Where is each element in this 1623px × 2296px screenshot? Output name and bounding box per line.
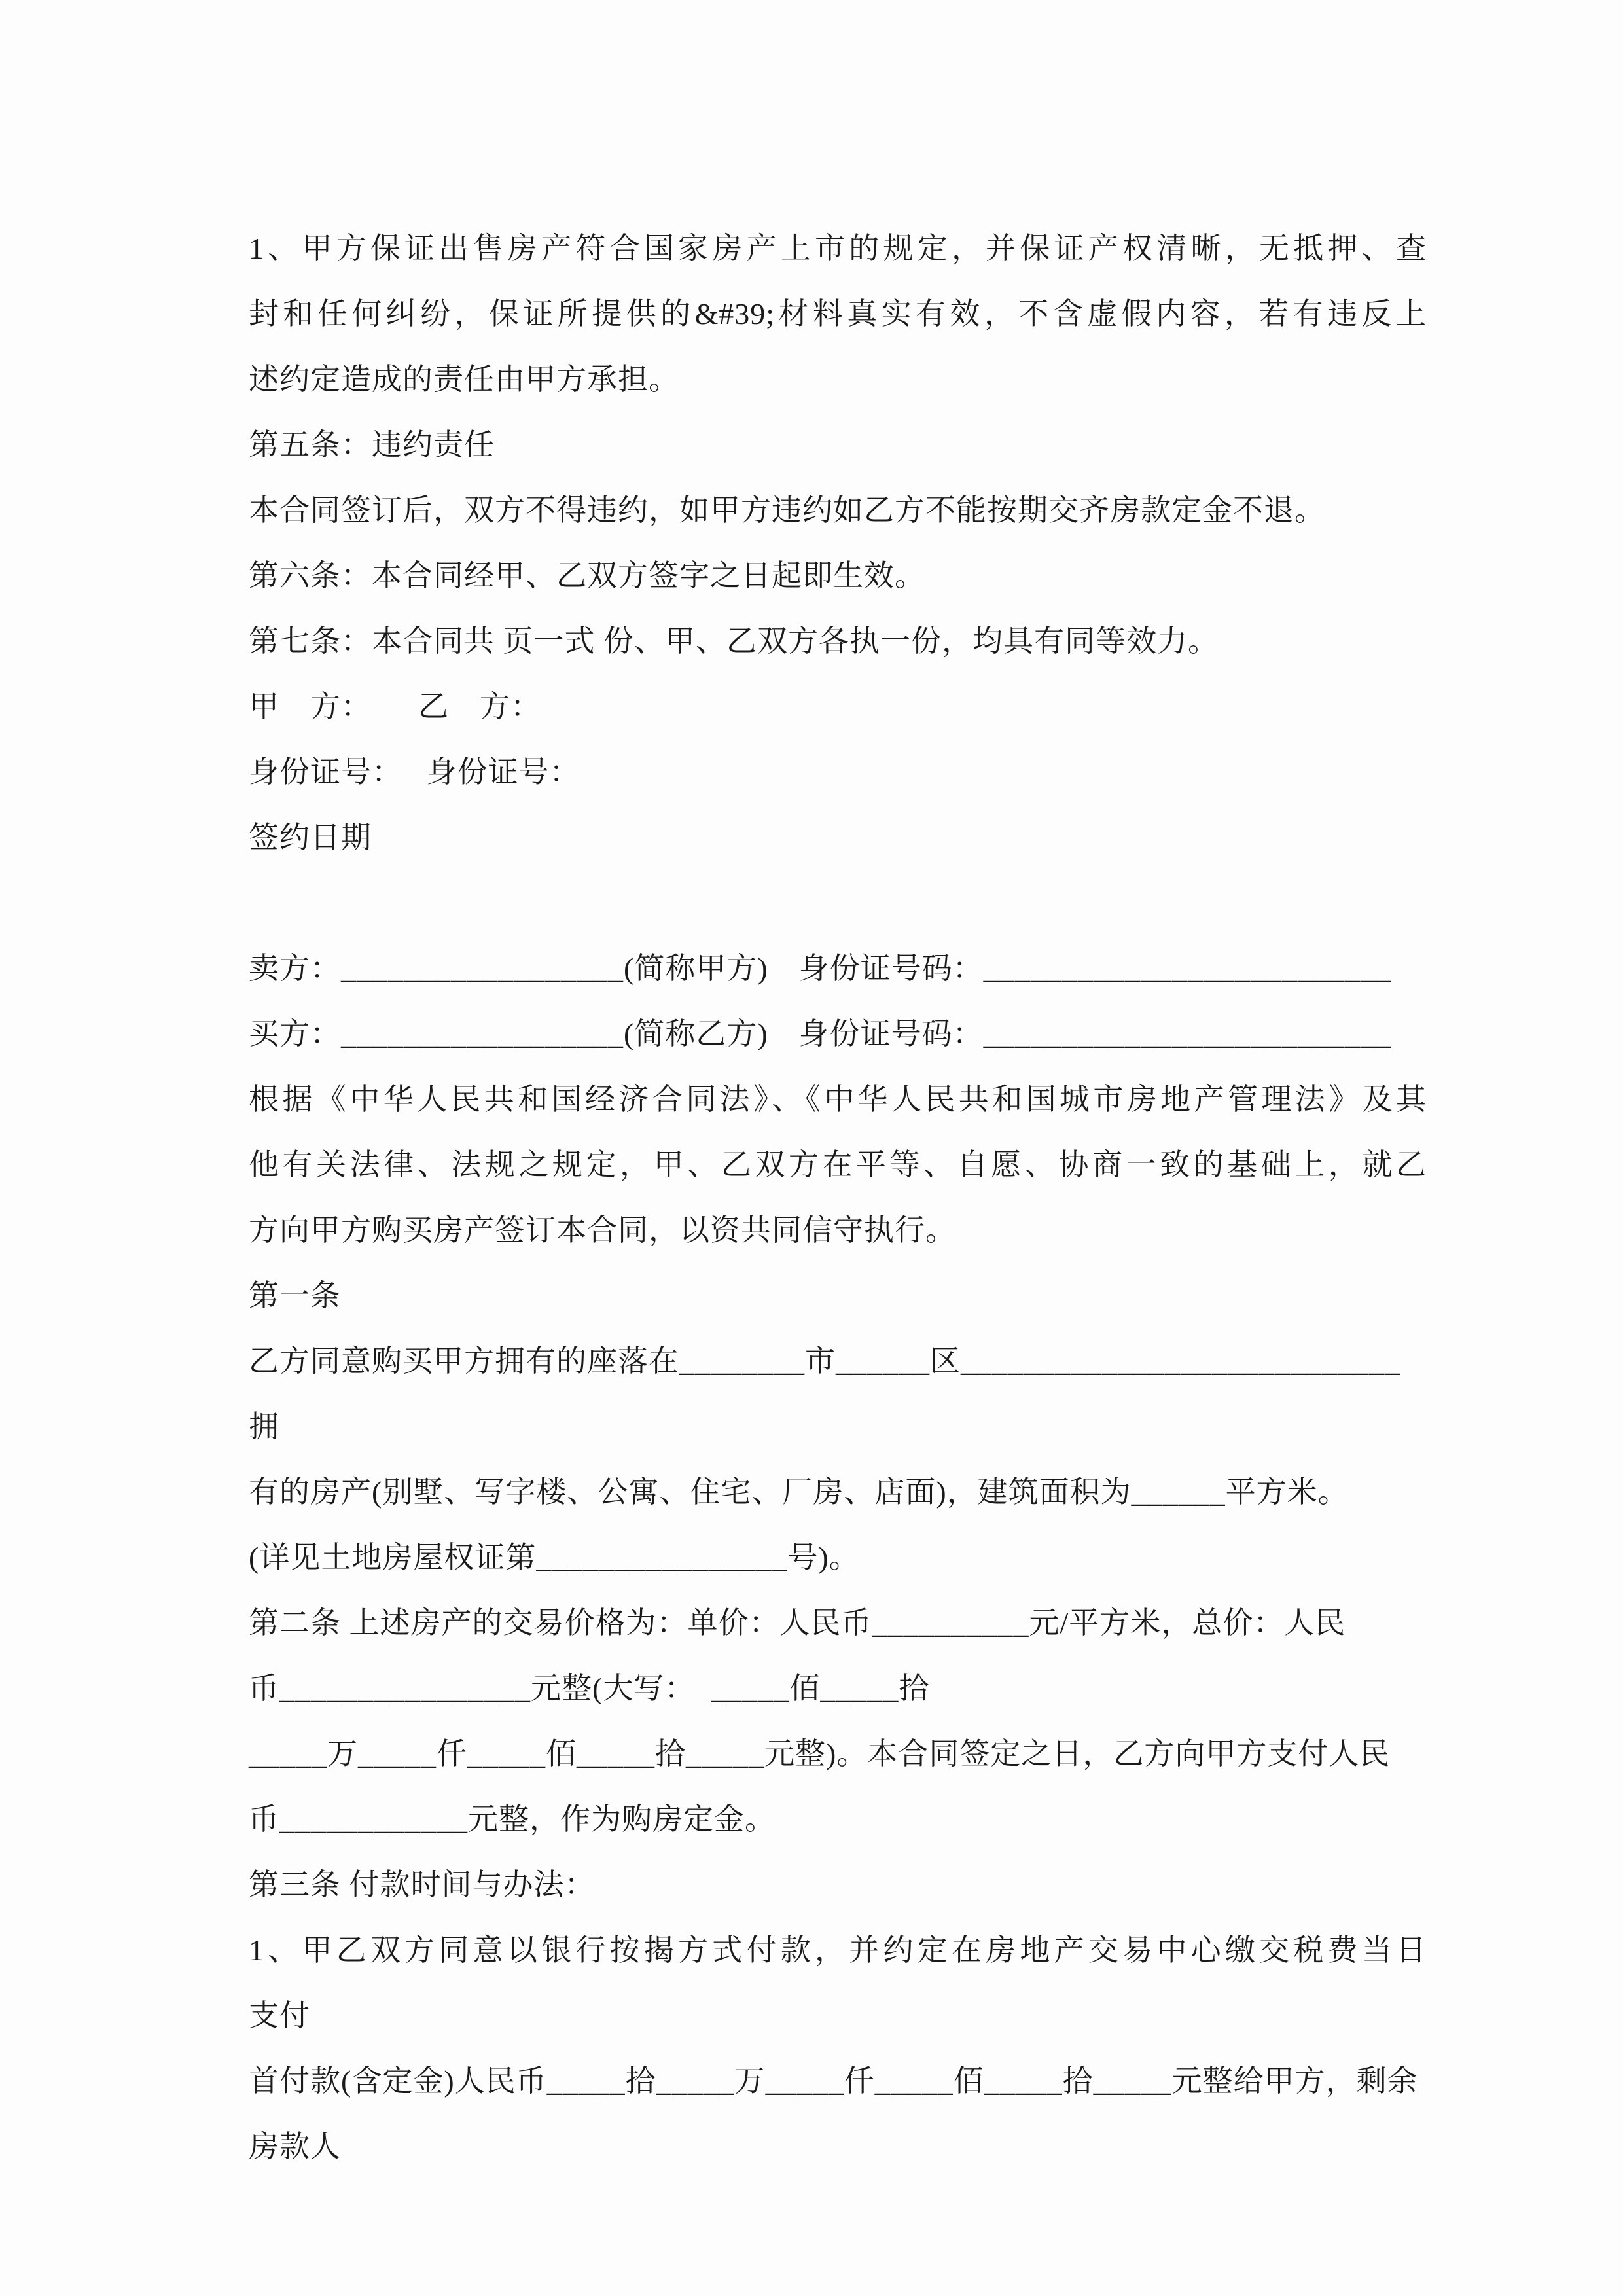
- contract-line: 卖方：__________________(简称甲方) 身份证号码：__________________________: [249, 952, 1392, 985]
- contract-line: 乙方同意购买甲方拥有的座落在________市______区____________________________拥: [249, 1344, 1400, 1443]
- contract-line: 第五条：违约责任: [249, 428, 495, 461]
- contract-line: 支付: [249, 1999, 310, 2032]
- contract-line: 第七条：本合同共 页一式 份、甲、乙双方各执一份，均具有同等效力。: [249, 624, 1219, 658]
- contract-line: 本合同签订后，双方不得违约，如甲方违约如乙方不能按期交齐房款定金不退。: [249, 493, 1325, 527]
- contract-line: 首付款(含定金)人民币_____拾_____万_____仟_____佰_____拾_____元整给甲方，剩余: [249, 2064, 1418, 2098]
- contract-line: 身份证号： 身份证号：: [249, 755, 580, 789]
- contract-text: [249, 216, 1427, 2179]
- contract-line: 第三条 付款时间与办法：: [249, 1868, 596, 1901]
- contract-line: 买方：__________________(简称乙方) 身份证号码：__________________________: [249, 1017, 1392, 1050]
- contract-line: 第二条 上述房产的交易价格为：单价：人民币__________元/平方米，总价：人民: [249, 1606, 1346, 1640]
- contract-line: 封和任何纠纷，保证所提供的&#39;材料真实有效，不含虚假内容，若有违反上: [249, 297, 1427, 331]
- blank-line: [249, 870, 1427, 936]
- contract-line: 1、甲乙双方同意以银行按揭方式付款，并约定在房地产交易中心缴交税费当日: [249, 1933, 1427, 1967]
- contract-line: 述约定造成的责任由甲方承担。: [249, 363, 679, 396]
- contract-line: 签约日期: [249, 821, 372, 854]
- contract-line: 甲 方： 乙 方：: [249, 690, 541, 723]
- contract-line: 1、甲方保证出售房产符合国家房产上市的规定，并保证产权清晰，无抵押、查: [249, 232, 1427, 265]
- contract-line: 他有关法律、法规之规定，甲、乙双方在平等、自愿、协商一致的基础上，就乙: [249, 1148, 1427, 1181]
- contract-line: _____万_____仟_____佰_____拾_____元整)。本合同签定之日，乙方向甲方支付人民: [249, 1737, 1391, 1770]
- contract-line: 有的房产(别墅、写字楼、公寓、住宅、厂房、店面)，建筑面积为______平方米。: [249, 1475, 1349, 1509]
- contract-line: 币____________元整，作为购房定金。: [249, 1803, 776, 1836]
- contract-line: 币________________元整(大写： _____佰_____拾: [249, 1672, 930, 1705]
- contract-line: 根据《中华人民共和国经济合同法》、《中华人民共和国城市房地产管理法》及其: [249, 1083, 1427, 1116]
- contract-line: (详见土地房屋权证第________________号)。: [249, 1541, 860, 1574]
- contract-line: 方向甲方购买房产签订本合同，以资共同信守执行。: [249, 1213, 956, 1247]
- contract-line: 第一条: [249, 1279, 341, 1312]
- contract-line: 房款人: [249, 2130, 341, 2163]
- contract-line: 第六条：本合同经甲、乙双方签字之日起即生效。: [249, 559, 925, 592]
